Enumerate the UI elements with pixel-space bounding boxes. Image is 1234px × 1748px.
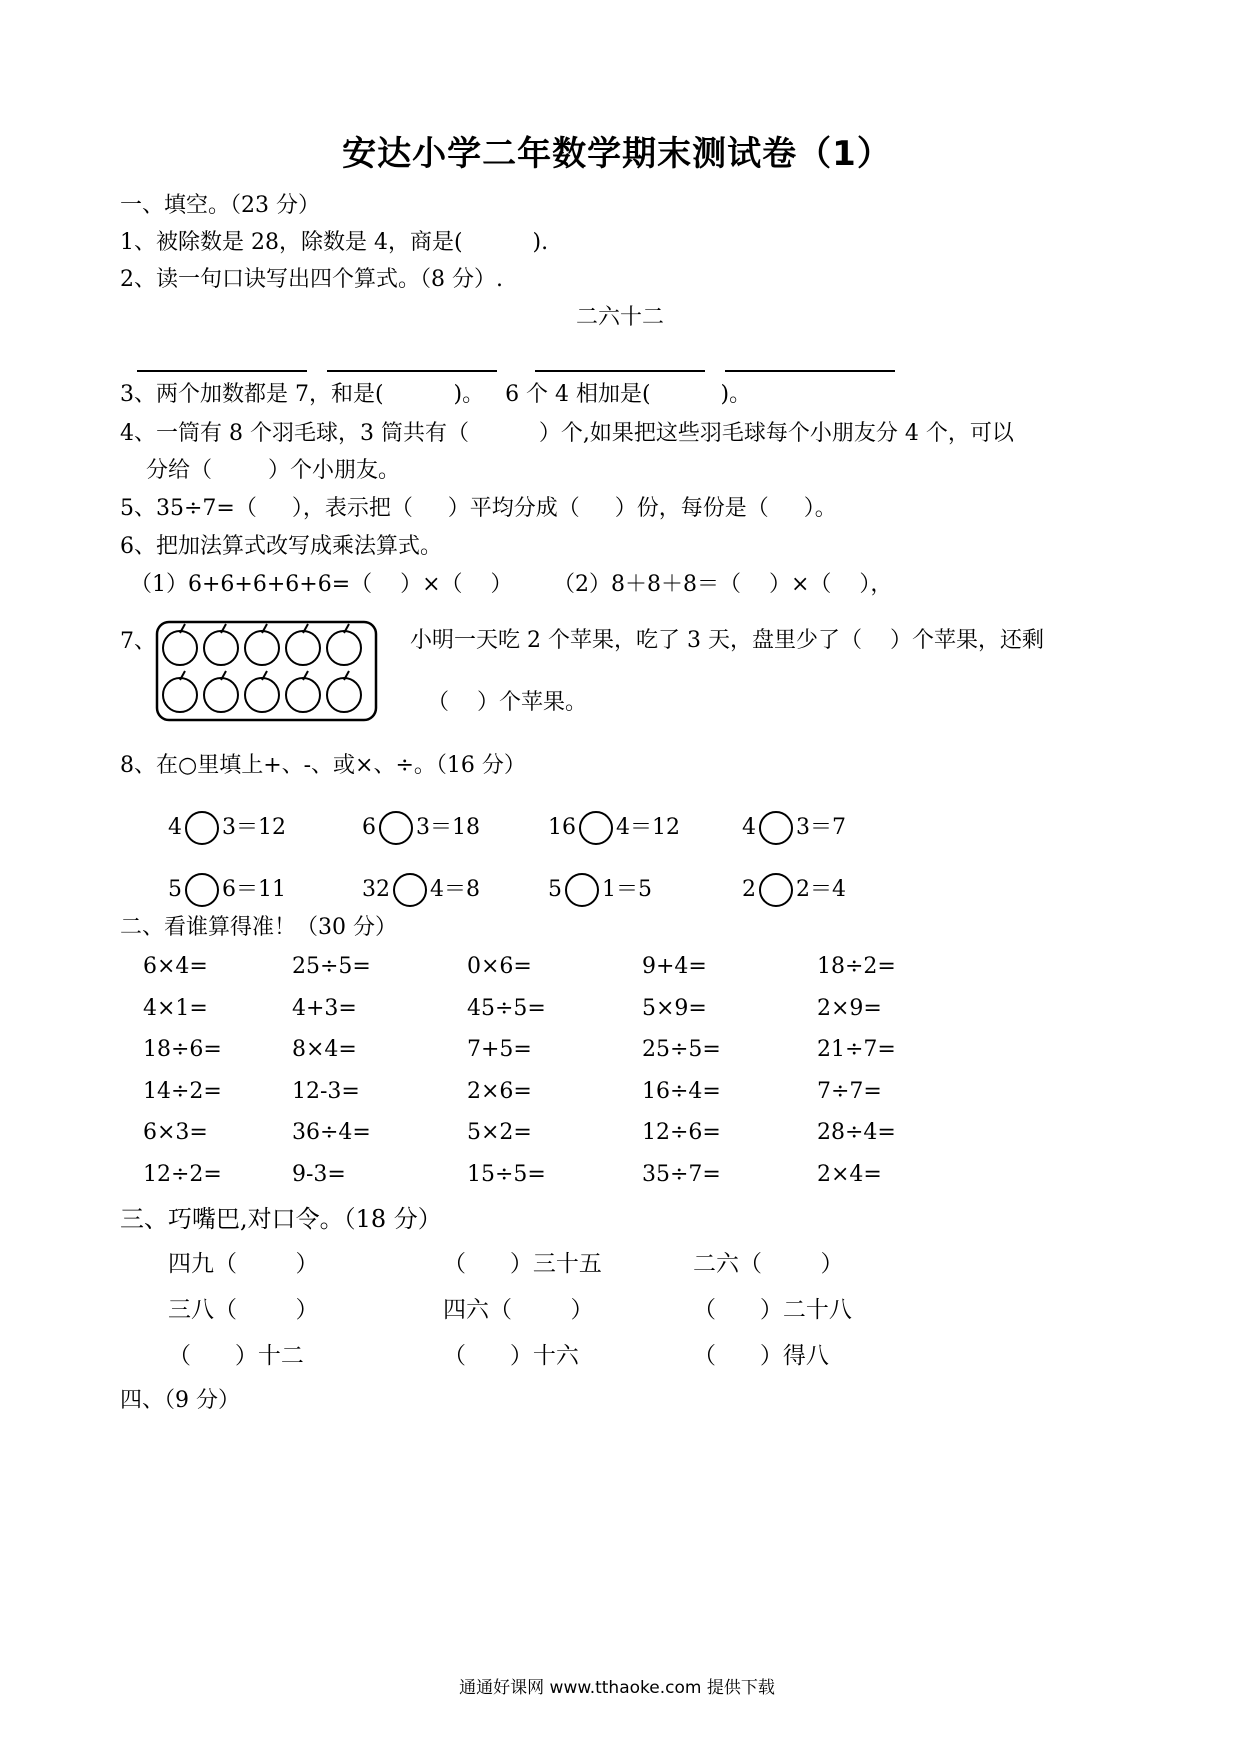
calc-problem: 18÷6= [143,1037,222,1062]
section3-heading: 三、巧嘴巴,对口令。（18 分） [120,1205,442,1233]
apple-tray-image [155,620,378,722]
footer-credit: 通通好课网 www.tthaoke.com 提供下载 [459,1678,775,1698]
equation-left-operand: 6 [362,815,376,840]
apple-icon [327,631,361,665]
calc-problem: 36÷4= [292,1120,371,1145]
calc-problem: 25÷5= [292,954,371,979]
operator-blank-circle[interactable] [579,811,613,845]
apple-icon [245,631,279,665]
equation-left-operand: 16 [548,815,576,840]
equation-left-operand: 5 [548,877,562,902]
operator-equation [742,808,846,848]
operator-equation [168,808,286,848]
calc-problem: 6×4= [143,954,208,979]
calc-problem: 9-3= [292,1161,346,1187]
calc-problem: 2×6= [467,1078,532,1104]
answer-line-1[interactable] [137,370,307,372]
question-3: 3、两个加数都是 7，和是( )。 6 个 4 相加是( )。 [120,382,752,407]
calc-problem: 4×1= [143,995,208,1021]
calc-problem: 5×9= [642,995,707,1021]
operator-blank-circle[interactable] [393,873,427,907]
question-7-line1: 小明一天吃 2 个苹果，吃了 3 天，盘里少了（ ）个苹果，还剩 [410,628,1044,653]
calc-problem: 45÷5= [467,995,546,1021]
equation-left-operand: 5 [168,877,182,902]
section4-heading: 四、（9 分） [120,1388,240,1413]
equation-right-part: 2＝4 [796,877,846,902]
rhyme-item: （ ）二十八 [693,1297,852,1323]
apple-icon [163,631,197,665]
calc-problem: 0×6= [467,954,532,979]
question-8: 8、在○里填上+、-、或×、÷。（16 分） [120,753,526,778]
calc-problem: 12-3= [292,1078,360,1104]
rhyme-item: （ ）得八 [693,1343,829,1369]
operator-equation [548,870,652,910]
question-6-part2: （2）8＋8＋8＝（ ）×（ ）， [553,572,893,597]
equation-right-part: 3＝7 [796,815,846,840]
calc-problem: 12÷6= [642,1120,721,1145]
calc-problem: 2×4= [817,1161,882,1187]
calc-problem: 4+3= [292,995,357,1021]
calc-problem: 6×3= [143,1120,208,1145]
question-6: 6、把加法算式改写成乘法算式。 [120,534,442,559]
operator-equation [168,870,286,910]
equation-right-part: 3＝18 [416,815,480,840]
operator-blank-circle[interactable] [759,873,793,907]
equation-left-operand: 4 [742,815,756,840]
operator-equation [362,808,480,848]
question-4-line1: 4、一筒有 8 个羽毛球，3 筒共有（ ）个,如果把这些羽毛球每个小朋友分 4 个，可以 [120,421,1014,446]
equation-left-operand: 2 [742,877,756,902]
equation-right-part: 1＝5 [602,877,652,902]
question-6-part1: （1）6+6+6+6+6=（ ）×（ ） [130,572,513,597]
calc-problem: 8×4= [292,1037,357,1062]
calc-problem: 15÷5= [467,1161,546,1187]
operator-blank-circle[interactable] [759,811,793,845]
question-7-line2: （ ）个苹果。 [427,690,587,715]
calc-problem: 5×2= [467,1120,532,1145]
calc-problem: 35÷7= [642,1161,721,1187]
calc-problem: 25÷5= [642,1037,721,1062]
calc-problem: 9+4= [642,954,707,979]
equation-right-part: 3＝12 [222,815,286,840]
section2-heading: 二、看谁算得准！（30 分） [120,915,397,940]
operator-blank-circle[interactable] [565,873,599,907]
operator-blank-circle[interactable] [379,811,413,845]
page-title: 安达小学二年数学期末测试卷（1） [342,134,892,174]
equation-right-part: 4＝12 [616,815,680,840]
rhyme-item: 四九（ ） [168,1251,319,1277]
rhyme-item: 四六（ ） [443,1297,594,1323]
question-5: 5、35÷7=（ ），表示把（ ）平均分成（ ）份，每份是（ ）。 [120,496,837,521]
question-1: 1、被除数是 28，除数是 4，商是( ). [120,230,549,255]
question-2-rhyme: 二六十二 [576,305,665,330]
calc-problem: 14÷2= [143,1078,222,1104]
calc-problem: 18÷2= [817,954,896,979]
apple-icon [245,678,279,712]
answer-line-3[interactable] [535,370,705,372]
equation-right-part: 6＝11 [222,877,286,902]
apple-icon [286,678,320,712]
calc-problem: 28÷4= [817,1120,896,1145]
equation-left-operand: 4 [168,815,182,840]
rhyme-item: 三八（ ） [168,1297,319,1323]
calc-problem: 7+5= [467,1037,532,1062]
apple-icon [163,678,197,712]
rhyme-item: （ ）十六 [443,1343,579,1369]
apple-icon [327,678,361,712]
apple-icon [204,678,238,712]
apple-icon [286,631,320,665]
question-7-label: 7、 [120,629,156,654]
operator-equation [548,808,680,848]
calc-problem: 21÷7= [817,1037,896,1062]
calc-problem: 7÷7= [817,1078,882,1104]
calc-problem: 12÷2= [143,1161,222,1187]
equation-left-operand: 32 [362,877,390,902]
rhyme-item: （ ）十二 [168,1343,304,1369]
equation-right-part: 4＝8 [430,877,480,902]
calc-problem: 2×9= [817,995,882,1021]
operator-equation [742,870,846,910]
answer-line-2[interactable] [327,370,497,372]
operator-equation [362,870,480,910]
rhyme-item: （ ）三十五 [443,1251,602,1277]
operator-blank-circle[interactable] [185,873,219,907]
apple-icon [204,631,238,665]
question-2: 2、读一句口诀写出四个算式。（8 分）. [120,267,503,292]
answer-line-4[interactable] [725,370,895,372]
question-4-line2: 分给（ ）个小朋友。 [146,458,400,483]
rhyme-item: 二六（ ） [693,1251,844,1277]
calc-problem: 16÷4= [642,1078,721,1104]
operator-blank-circle[interactable] [185,811,219,845]
section1-heading: 一、填空。（23 分） [120,193,320,218]
